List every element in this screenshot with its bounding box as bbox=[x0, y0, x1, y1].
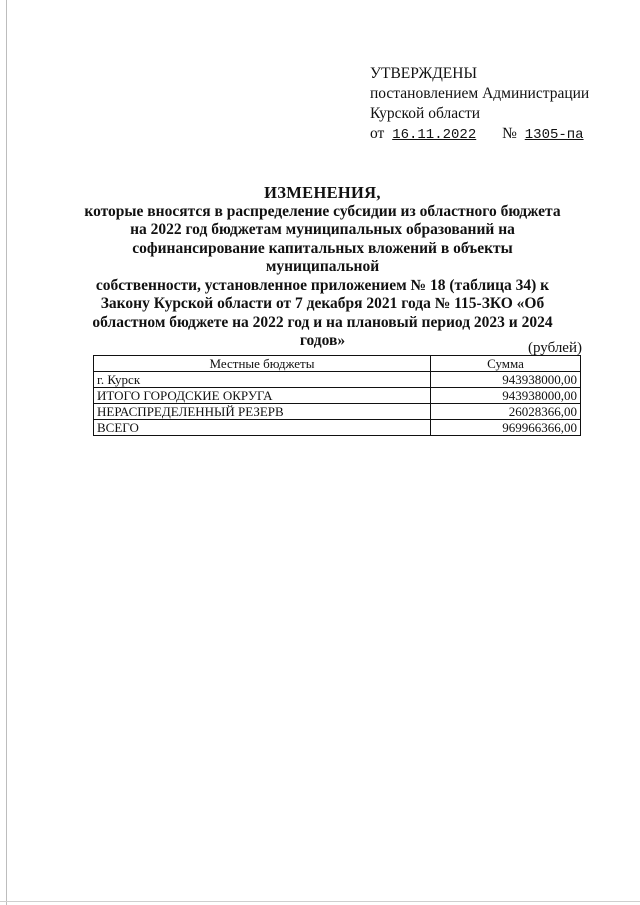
approval-title: УТВЕРЖДЕНЫ bbox=[370, 65, 477, 82]
title-line: областном бюджете на 2022 год и на плановый период 2023 и 2024 bbox=[92, 313, 553, 331]
scan-edge-left bbox=[6, 0, 7, 905]
approval-date-number bbox=[370, 124, 610, 145]
table-row bbox=[94, 388, 581, 404]
table-row bbox=[94, 404, 581, 420]
scan-edge-bottom bbox=[0, 901, 640, 902]
approval-date: 16.11.2022 bbox=[392, 127, 477, 143]
row-amount: 943938000,00 bbox=[431, 388, 581, 404]
approval-line-2: Курской области bbox=[370, 105, 481, 122]
row-name: НЕРАСПРЕДЕЛЕННЫЙ РЕЗЕРВ bbox=[94, 404, 431, 420]
document-title bbox=[80, 184, 565, 351]
title-line: Закону Курской области от 7 декабря 2021 года № 115-ЗКО «Об bbox=[100, 295, 545, 312]
header-local-budgets: Местные бюджеты bbox=[94, 356, 431, 372]
row-amount: 969966366,00 bbox=[431, 420, 581, 436]
table-row bbox=[94, 420, 581, 436]
row-amount: 26028366,00 bbox=[431, 404, 581, 420]
title-line: которые вносятся в распределение субсидии из областного бюджета bbox=[84, 202, 561, 220]
row-name: г. Курск bbox=[94, 372, 431, 388]
approval-line-1: постановлением Администрации bbox=[370, 85, 590, 102]
title-heading: ИЗМЕНЕНИЯ, bbox=[264, 183, 381, 202]
approval-number-prefix: № bbox=[502, 125, 517, 142]
currency-unit: (рублей) bbox=[527, 340, 582, 356]
table-row bbox=[94, 372, 581, 388]
table-header-row bbox=[94, 356, 581, 372]
approval-from-prefix: от bbox=[370, 125, 385, 142]
row-amount: 943938000,00 bbox=[431, 372, 581, 388]
header-amount: Сумма bbox=[431, 356, 581, 372]
title-line: годов» bbox=[299, 332, 346, 349]
row-name: ВСЕГО bbox=[94, 420, 431, 436]
title-line: софинансирование капитальных вложений в объекты муниципальной bbox=[132, 239, 513, 275]
title-line: собственности, установленное приложением № 18 (таблица 34) к bbox=[95, 276, 550, 294]
title-line: на 2022 год бюджетам муниципальных образований на bbox=[130, 221, 515, 238]
row-name: ИТОГО ГОРОДСКИЕ ОКРУГА bbox=[94, 388, 431, 404]
approval-number: 1305-па bbox=[524, 127, 584, 143]
approval-stamp bbox=[370, 64, 610, 145]
budget-table bbox=[93, 355, 581, 436]
